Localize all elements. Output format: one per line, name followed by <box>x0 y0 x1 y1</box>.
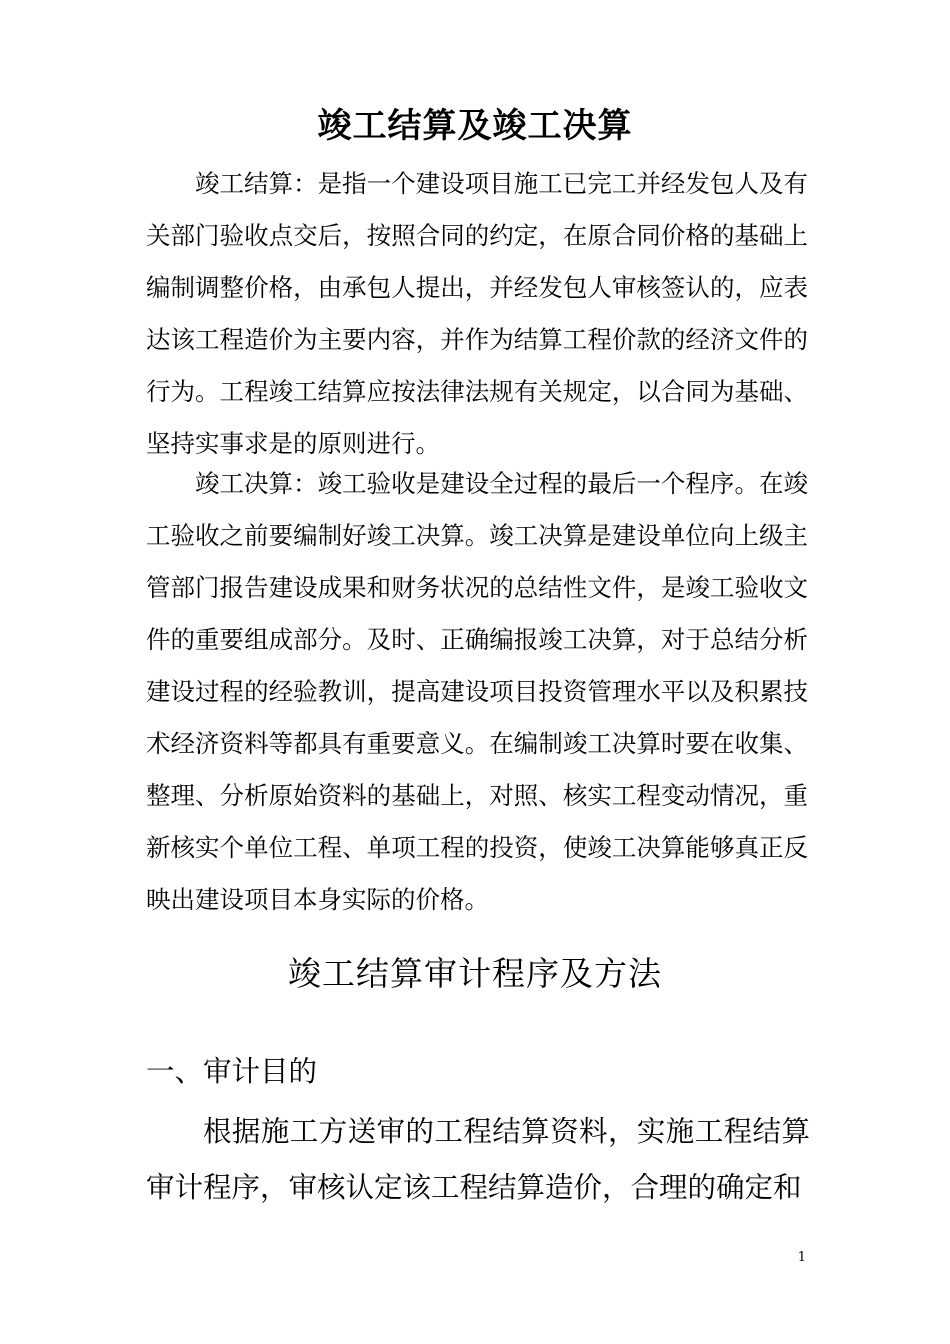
subsection-title: 一、审计目的 <box>146 1055 318 1088</box>
section-title: 竣工结算审计程序及方法 <box>288 954 662 993</box>
paragraph-final-accounts: 竣工决算：竣工验收是建设全过程的最后一个程序。在竣工验收之前要编制好竣工决算。竣工决算是建设单位向上级主管部门报告建设成果和财务状况的总结性文件，是竣工验收文件的重要组成部分。及时、正确编报竣工决算，对于总结分析建设过程的经验教训，提高建设项目投资管理水平以及积累技术经济资料等都具有重要意义。在编制竣工决算时要在收集、整理、分析原始资料的基础上，对照、核实工程变动情况，重新核实个单位工程、单项工程的投资，使竣工决算能够真正反映出建设项目本身实际的价格。 <box>146 469 808 914</box>
paragraph-completion-settlement: 竣工结算：是指一个建设项目施工已完工并经发包人及有关部门验收点交后，按照合同的约定，在原合同价格的基础上编制调整价格，由承包人提出，并经发包人审核签认的，应表达该工程造价为主要内容，并作为结算工程价款的经济文件的行为。工程竣工结算应按法律法规有关规定，以合同为基础、坚持实事求是的原则进行。 <box>146 169 808 458</box>
page-number: 1 <box>797 1250 806 1265</box>
document-title: 竣工结算及竣工决算 <box>317 106 633 146</box>
paragraph-audit-purpose: 根据施工方送审的工程结算资料，实施工程结算审计程序，审核认定该工程结算造价，合理的确定和 <box>146 1115 810 1204</box>
